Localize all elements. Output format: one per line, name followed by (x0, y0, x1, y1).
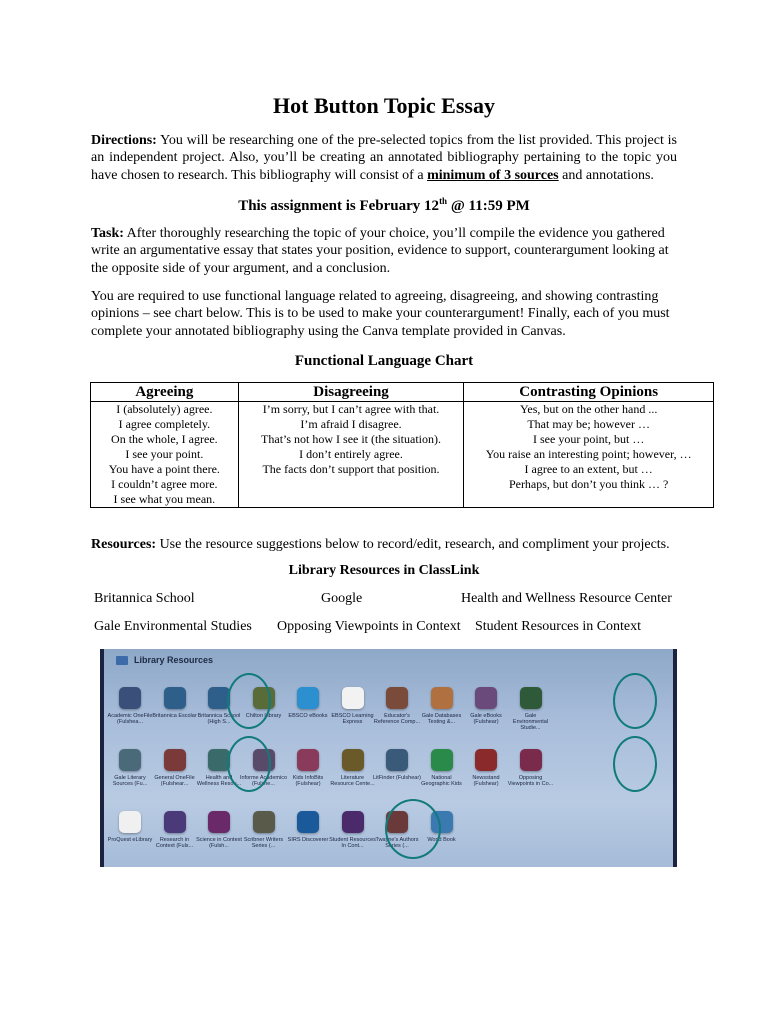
resource-tile-label: EBSCO Learning Express (331, 713, 374, 725)
directions-text: You will be researching one of the pre-selected topics from the list provided. This project is an independent project. Also, you’ll be creating an annotated bibliography pertaining to the topic you have chosen to research. This bibliography will consist of a (91, 133, 677, 183)
resource-tile-icon (475, 749, 497, 771)
resource-tile-label: Twayne's Authors Series (... (375, 837, 419, 849)
resource-student-resources: Student Resources in Context (475, 619, 642, 634)
resource-health-wellness: Health and Wellness Resource Center (461, 591, 672, 606)
resource-gale-environmental: Gale Environmental Studies (94, 619, 252, 634)
resource-tile-label: World Book (427, 837, 456, 843)
resource-tile-icon (297, 749, 319, 771)
resource-tile-icon (164, 687, 186, 709)
directions-label: Directions: (91, 133, 157, 148)
resource-tile-icon (475, 687, 497, 709)
resource-tile-icon (164, 749, 186, 771)
resource-tile-icon (297, 811, 319, 833)
agreeing-column (91, 402, 239, 508)
resource-tile-label: Literature Resource Cente... (330, 775, 375, 787)
header-agreeing: Agreeing (91, 383, 239, 402)
resource-tile[interactable] (329, 749, 377, 787)
resource-tile-label: Scribner Writers Series (... (243, 837, 284, 849)
library-resources-title: Library Resources in ClassLink (288, 563, 480, 578)
task-label: Task: (91, 226, 124, 241)
resource-tile-icon (253, 811, 275, 833)
resource-tile-label: Newsstand (Fulshear) (472, 775, 500, 787)
resource-tile-icon (119, 687, 141, 709)
contrasting-phrase: Yes, but on the other hand ... (519, 402, 658, 416)
resource-tile[interactable] (151, 749, 199, 787)
resource-tile[interactable] (418, 687, 466, 725)
header-disagreeing: Disagreeing (238, 383, 464, 402)
highlight-circle (227, 673, 271, 729)
resource-tile-label: Chilton Library (245, 713, 282, 719)
resource-tile-label: ProQuest eLibrary (107, 837, 153, 843)
resource-tile-icon (208, 811, 230, 833)
resource-tile-label: SIRS Discoverer (287, 837, 329, 843)
resource-tile-icon (520, 687, 542, 709)
resource-britannica-school: Britannica School (94, 591, 195, 606)
resource-tile-label: Britannica Escolar (152, 713, 197, 719)
directions-paragraph (91, 132, 677, 184)
resource-tile[interactable] (284, 749, 332, 787)
agreeing-phrase: On the whole, I agree. (111, 432, 218, 446)
resource-tile[interactable] (462, 687, 510, 725)
agreeing-phrase: You have a point there. (108, 462, 220, 476)
resource-tile-icon (431, 749, 453, 771)
disagreeing-column (238, 402, 464, 508)
resource-tile[interactable] (373, 749, 421, 781)
resource-tile-label: Kids InfoBits (Fulshear) (292, 775, 324, 787)
resource-tile-icon (342, 687, 364, 709)
directions-text-end: and annotations. (558, 167, 654, 183)
resource-tile[interactable] (507, 687, 555, 731)
resource-tile[interactable] (418, 749, 466, 787)
resource-tile-icon (342, 811, 364, 833)
resource-tile-icon (431, 687, 453, 709)
resource-tile-label: Gale Databases Testing &... (421, 713, 462, 725)
resource-tile[interactable] (195, 811, 243, 849)
contrasting-phrase: You raise an interesting point; however, … (485, 447, 692, 461)
disagreeing-phrase: I don’t entirely agree. (299, 447, 403, 461)
resource-tile-label: Educator's Reference Comp... (373, 713, 421, 725)
task-text: After thoroughly researching the topic of your choice, you’ll compile the evidence you gathered write an argumentative essay that states your position, evidence to support, counterargument looking at the opposite side of your argument, and a conclusion. (91, 226, 669, 276)
resource-tile[interactable] (240, 811, 288, 849)
resource-tile-icon (164, 811, 186, 833)
page-title: Hot Button Topic Essay (273, 93, 495, 118)
resource-tile-label: Health and Wellness Resou... (196, 775, 242, 787)
resource-tile[interactable] (329, 687, 377, 725)
agreeing-phrase: I see your point. (125, 447, 204, 461)
resource-tile[interactable] (462, 749, 510, 787)
resource-tile-label: Gale Environmental Studie... (512, 713, 549, 731)
highlight-circle (227, 736, 271, 792)
agreeing-phrase: I (absolutely) agree. (116, 402, 213, 416)
disagreeing-phrase: I’m sorry, but I can’t agree with that. (262, 402, 440, 416)
panel-header (116, 655, 213, 665)
resource-tile-label: Gale Literary Sources (Fu... (112, 775, 148, 787)
functional-language-chart (90, 382, 714, 508)
contrasting-phrase: I agree to an extent, but … (524, 462, 653, 476)
resource-tile-icon (342, 749, 364, 771)
highlight-circle (385, 799, 441, 859)
agreeing-phrase: I see what you mean. (113, 492, 216, 506)
requirements-paragraph: You are required to use functional language related to agreeing, disagreeing, and showing contrasting opinions – see chart below. This is to be used to make your counterargument! Finally, each of you must complete your annotated bibliography using the Canva template provided in Canvas. (91, 289, 670, 339)
resource-tile-label: Opposing Viewpoints in Co... (507, 775, 554, 787)
resource-tile[interactable] (329, 811, 377, 849)
agreeing-phrase: I couldn’t agree more. (111, 477, 218, 491)
disagreeing-phrase: That’s not how I see it (the situation). (261, 432, 441, 446)
resource-tile-icon (520, 749, 542, 771)
contrasting-column (464, 402, 714, 508)
resource-tile[interactable] (507, 749, 555, 787)
contrasting-phrase: Perhaps, but don’t you think … ? (508, 477, 669, 491)
resource-tile-label: Britannica School (High S... (197, 713, 241, 725)
resource-tile[interactable] (106, 687, 154, 725)
due-date (0, 196, 768, 215)
resource-tile[interactable] (284, 811, 332, 843)
resource-tile-label: Informe Academico (Fulshe... (239, 775, 288, 787)
resource-tile[interactable] (151, 811, 199, 849)
resource-tile-icon (119, 749, 141, 771)
resource-opposing-viewpoints: Opposing Viewpoints in Context (277, 619, 461, 634)
library-resources-screenshot (100, 649, 677, 867)
task-paragraph (91, 225, 677, 277)
resource-google: Google (321, 591, 363, 606)
resource-tile-label: Academic OneFile (Fulshea... (107, 713, 153, 725)
panel-header-label: Library Resources (134, 655, 214, 665)
resource-tile-label: General OneFile (Fulshear... (154, 775, 195, 787)
resource-tile-label: Student Resources In Cont... (329, 837, 376, 849)
agreeing-phrase: I agree completely. (118, 417, 211, 431)
resource-tile-icon (386, 749, 408, 771)
resources-label: Resources: (91, 537, 157, 552)
resources-text: Use the resource suggestions below to record/edit, research, and compliment your projects. (156, 537, 670, 552)
resource-tile-label: Research in Context (Fuls... (155, 837, 194, 849)
resource-tile-label: Science in Context (Fulsh... (196, 837, 242, 849)
resource-tile[interactable] (373, 687, 421, 725)
minimum-sources-emphasis: minimum of 3 sources (427, 167, 559, 183)
contrasting-phrase: That may be; however … (527, 417, 650, 431)
resource-tile[interactable] (151, 687, 199, 719)
resource-tile[interactable] (284, 687, 332, 719)
disagreeing-phrase: I’m afraid I disagree. (300, 417, 402, 431)
due-date-suffix: @ 11:59 PM (447, 198, 530, 214)
resource-tile-icon (297, 687, 319, 709)
resource-tile-label: National Geographic Kids (421, 775, 462, 787)
due-date-prefix: This assignment is February 12 (238, 198, 440, 214)
disagreeing-phrase: The facts don’t support that position. (262, 462, 440, 476)
due-date-sup: th (439, 196, 448, 206)
chart-title: Functional Language Chart (294, 353, 474, 369)
resource-tile-label: EBSCO eBooks (288, 713, 328, 719)
highlight-circle (613, 736, 657, 792)
resources-paragraph (91, 536, 677, 553)
highlight-circle (613, 673, 657, 729)
folder-icon (116, 656, 128, 665)
header-contrasting: Contrasting Opinions (464, 383, 714, 402)
resource-tile[interactable] (106, 811, 154, 843)
resource-tile-label: Gale eBooks (Fulshear) (470, 713, 502, 725)
resource-tile-label: LitFinder (Fulshear) (373, 775, 421, 781)
resource-tile-icon (119, 811, 141, 833)
resource-tile[interactable] (106, 749, 154, 787)
contrasting-phrase: I see your point, but … (533, 432, 645, 446)
resource-tile-icon (386, 687, 408, 709)
